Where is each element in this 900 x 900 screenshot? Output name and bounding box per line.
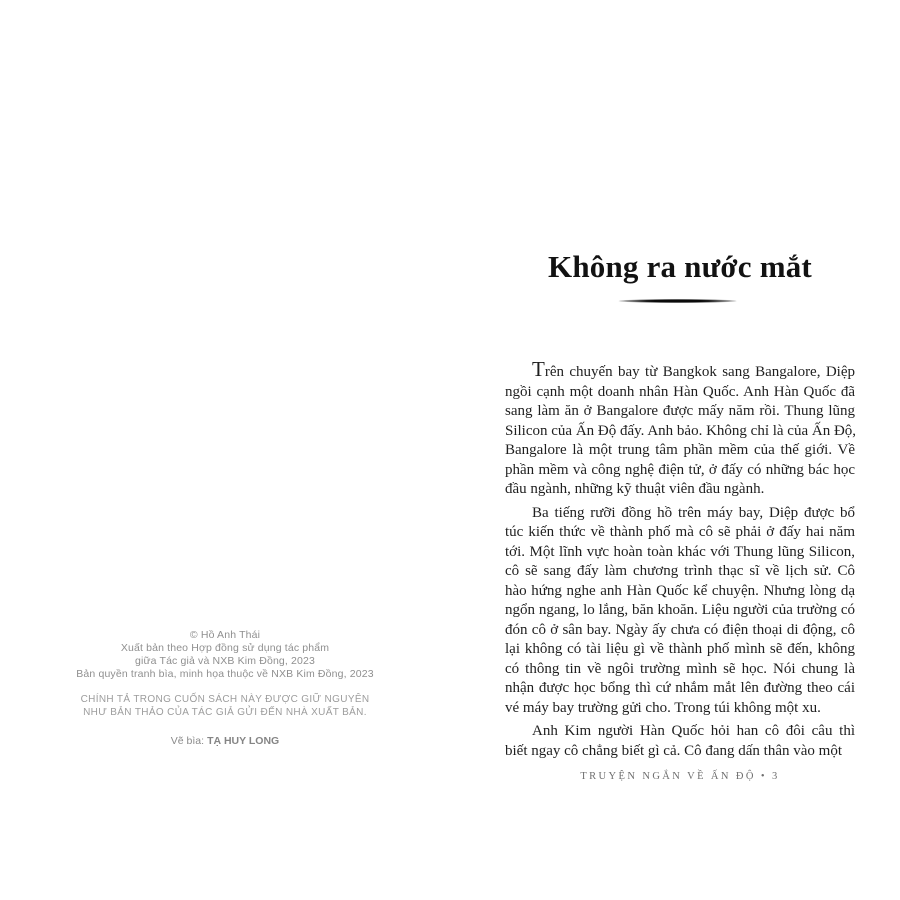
- copyright-line: © Hồ Anh Thái: [189, 629, 261, 641]
- print-notice-block: [25, 693, 425, 719]
- text-line: tới. Một lĩnh vực hoàn toàn khác với Thung lũng Silicon,: [505, 543, 855, 560]
- text-line: ngổn ngang, lo lắng, băn khoăn. Liệu người của trường có: [505, 602, 855, 618]
- cover-credit-label: Vẽ bìa:: [170, 735, 205, 747]
- running-footer: TRUYỆN NGẮN VỀ ẤN ĐỘ • 3: [580, 771, 780, 782]
- paragraph: [505, 357, 857, 500]
- lead-capital: T: [532, 357, 545, 381]
- text-line: đầu ngành, những kỹ thuật viên đầu ngành.: [505, 481, 765, 497]
- text-line: có thông tin về ngôi trường mình sẽ học. Nói chung là: [505, 660, 855, 677]
- text-line: vé máy bay trường gửi cho. Trong túi không một xu.: [505, 699, 821, 716]
- text-line: Silicon của Ấn Độ đấy. Anh bảo. Không chỉ là của Ấn Độ,: [505, 422, 857, 439]
- text-line: đón cô ở sân bay. Ngày ấy chưa có điện thoại di động, cô: [505, 621, 855, 638]
- paragraph: [505, 722, 855, 761]
- cover-credit-line: [25, 735, 425, 748]
- text-line: ngồi cạnh một doanh nhân Hàn Quốc. Anh Hàn Quốc đã: [505, 383, 855, 400]
- copyright-line: Xuất bản theo Hợp đồng sử dụng tác phẩm: [120, 642, 330, 654]
- text-line: phần mềm và công nghệ điện tử, ở đấy có những bác học: [505, 461, 855, 478]
- text-line: nhận được học bổng thì cứ nhắm mắt lên đường theo cái: [505, 680, 855, 696]
- text-line: biết ngay cô chẳng biết gì cả. Cô đang dấn thân vào một: [505, 742, 842, 759]
- text-line: cô sẽ sang đấy làm chương trình thạc sĩ về lịch sử. Cô: [505, 563, 855, 579]
- copyright-block: [25, 629, 425, 681]
- text-line: Ba tiếng rưỡi đồng hồ trên máy bay, Diệp được bổ: [532, 504, 855, 521]
- text-line: túc kiến thức về thành phố mà cô sẽ phải ở đấy hai năm: [505, 524, 855, 540]
- left-page: [25, 629, 425, 748]
- text-line: Anh Kim người Hàn Quốc hỏi han cô đôi câu thì: [532, 723, 855, 739]
- right-page: [505, 0, 855, 900]
- notice-line: CHÍNH TẢ TRONG CUỐN SÁCH NÀY ĐƯỢC GIỮ NGUYÊN: [80, 694, 370, 705]
- text-line: hào hứng nghe anh Hàn Quốc kể chuyện. Nhưng lòng dạ: [505, 582, 855, 599]
- copyright-line: Bản quyền tranh bìa, minh họa thuộc về NXB Kim Đồng, 2023: [76, 668, 374, 680]
- text-line: Trên chuyến bay từ Bangkok sang Bangalore, Diệp: [532, 357, 855, 381]
- copyright-line: giữa Tác giả và NXB Kim Đồng, 2023: [134, 655, 316, 667]
- text-line: sang làm ăn ở Bangalore được mấy năm rồi. Thung lũng: [505, 403, 855, 419]
- text-line: Bangalore là một trung tâm phần mềm của thế giới. Về: [505, 442, 855, 458]
- story-body: [505, 357, 857, 765]
- text-line: lại không có tài liệu gì về thành phố mình sẽ đến, không: [505, 641, 855, 657]
- paragraph: [505, 504, 855, 719]
- notice-line: NHƯ BẢN THẢO CỦA TÁC GIẢ GỬI ĐẾN NHÀ XUẤT BẢN.: [83, 707, 367, 718]
- title-divider-ornament: [619, 299, 737, 303]
- story-title: Không ra nước mắt: [548, 249, 812, 284]
- cover-credit-name: TẠ HUY LONG: [207, 735, 280, 747]
